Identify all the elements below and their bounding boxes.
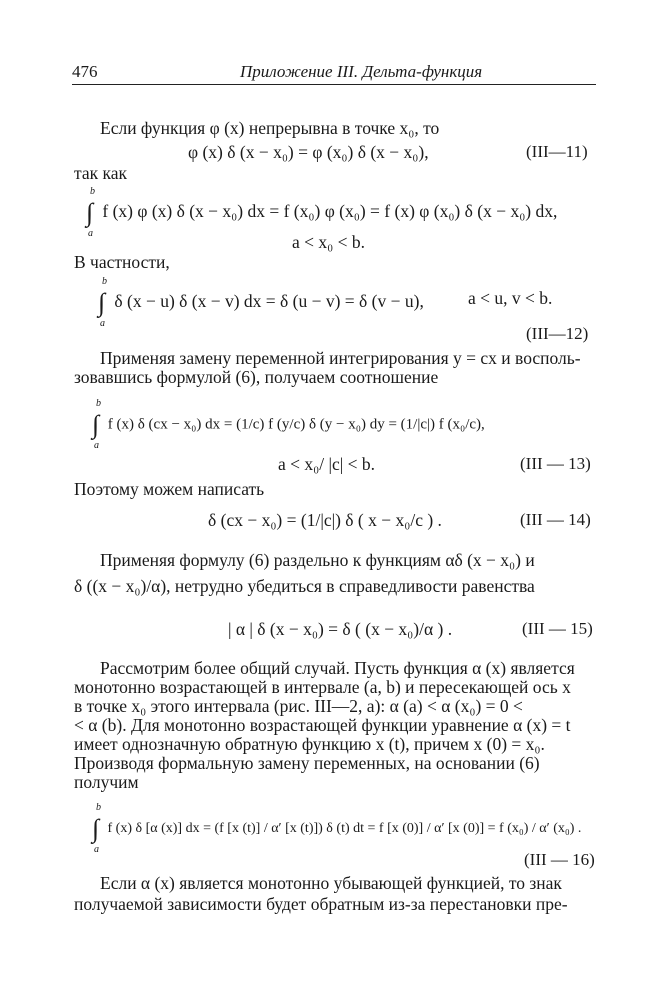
equation-label-iii-13: (III — 13) [520, 454, 591, 473]
integral-sign-icon: ∫ b a [92, 802, 101, 855]
equation-label-iii-12: (III—12) [526, 324, 589, 343]
page-number: 476 [72, 62, 98, 81]
paragraph-4-line-1: Применяя замену переменной интегрирования y = cx и восполь- [100, 348, 581, 368]
equation-iii-16: ∫ b a f (x) δ [α (x)] dx = (f [x (t)] / α′ [x (t)]) δ (t) dt = f [x (0)] / α′ [x (0)] = f (x₀) / α′ (x₀) . [92, 802, 582, 855]
equation-iii-14: δ (cx − x₀) = (1/|c|) δ ( x − x₀/c ) . [208, 510, 442, 530]
paragraph-5: Поэтому можем написать [74, 479, 265, 499]
paragraph-8-line-1: Если α (x) является монотонно убывающей функцией, то знак [100, 873, 562, 893]
equation-label-iii-16: (III — 16) [524, 850, 595, 869]
equation-label-iii-15: (III — 15) [522, 619, 593, 638]
paragraph-3: В частности, [74, 252, 170, 272]
paragraph-6-line-1: Применяя формулу (6) раздельно к функциям αδ (x − x₀) и [100, 550, 535, 570]
paragraph-7-line-1: Рассмотрим более общий случай. Пусть функция α (x) является [100, 658, 575, 678]
equation-iii-15: | α | δ (x − x₀) = δ ( (x − x₀)/α ) . [228, 619, 453, 639]
paragraph-7-line-6: Производя формальную замену переменных, на основании (6) [74, 753, 540, 773]
paragraph-7-line-7: получим [74, 772, 139, 792]
paragraph-4-line-2: зовавшись формулой (6), получаем соотношение [74, 367, 439, 387]
running-title: Приложение III. Дельта-функция [240, 62, 483, 81]
integral-sign-icon: ∫ b a [98, 276, 107, 329]
condition-iii-13: a < x₀/ |c| < b. [278, 454, 375, 474]
equation-iii-11: φ (x) δ (x − x₀) = φ (x₀) δ (x − x₀), [188, 142, 429, 162]
condition-1: a < x₀ < b. [292, 232, 365, 252]
paragraph-2: так как [74, 163, 128, 183]
paragraph-7-line-3: в точке x₀ этого интервала (рис. III—2, a): α (a) < α (x₀) = 0 < [74, 696, 523, 716]
paragraph-7-line-5: имеет однозначную обратную функцию x (t), причем x (0) = x₀. [74, 734, 545, 754]
paragraph-7-line-2: монотонно возрастающей в интервале (a, b) и пересекающей ось x [74, 677, 571, 697]
integral-sign-icon: ∫ b a [86, 186, 95, 239]
equation-sifting: ∫ b a f (x) φ (x) δ (x − x₀) dx = f (x₀) φ (x₀) = f (x) φ (x₀) δ (x − x₀) dx, [86, 186, 558, 239]
condition-iii-12: a < u, v < b. [468, 288, 553, 308]
paragraph-6-line-2: δ ((x − x₀)/α), нетрудно убедиться в справедливости равенства [74, 576, 535, 596]
equation-iii-12: ∫ b a δ (x − u) δ (x − v) dx = δ (u − v) = δ (v − u), [98, 276, 424, 329]
running-header [72, 60, 596, 85]
equation-label-iii-14: (III — 14) [520, 510, 591, 529]
paragraph-8-line-2: получаемой зависимости будет обратным из-за перестановки пре- [74, 894, 568, 914]
integral-sign-icon: ∫ b a [92, 398, 101, 451]
equation-label-iii-11: (III—11) [526, 142, 588, 161]
equation-iii-13: ∫ b a f (x) δ (cx − x₀) dx = (1/c) f (y/c) δ (y − x₀) dy = (1/|c|) f (x₀/c), [92, 398, 485, 451]
paragraph-7-line-4: < α (b). Для монотонно возрастающей функции уравнение α (x) = t [74, 715, 571, 735]
paragraph-1: Если функция φ (x) непрерывна в точке x₀, то [100, 118, 440, 138]
